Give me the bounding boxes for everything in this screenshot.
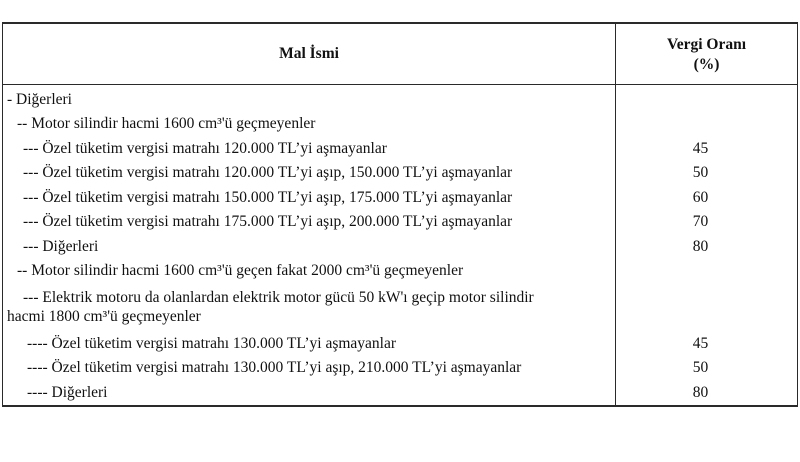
tax-rate-cell: [616, 112, 798, 137]
tax-rate-cell: 80: [616, 234, 798, 259]
goods-name-cell: --- Diğerleri: [3, 234, 616, 259]
goods-name-cell: --- Özel tüketim vergisi matrahı 175.000 TL’yi aşıp, 200.000 TL’yi aşmayanlar: [3, 210, 616, 235]
header-tax-rate-label: Vergi Oranı: [666, 36, 747, 53]
goods-name-cell: ---- Diğerleri: [3, 380, 616, 406]
header-goods-name: [3, 23, 616, 85]
goods-name-cell: -- Motor silindir hacmi 1600 cm³'ü geçmeyenler: [3, 112, 616, 137]
goods-name-line-1: --- Elektrik motoru da olanlardan elektrik motor gücü 50 kW'ı geçip motor silindir: [23, 288, 534, 306]
goods-name-cell: - Diğerleri: [3, 85, 616, 112]
tax-rate-cell: [616, 283, 798, 331]
goods-name-cell: --- Özel tüketim vergisi matrahı 120.000 TL’yi aşıp, 150.000 TL’yi aşmayanlar: [3, 161, 616, 186]
header-tax-rate: [616, 23, 798, 85]
tax-rate-cell: 45: [616, 331, 798, 356]
tax-rate-cell: 50: [616, 161, 798, 186]
tax-rate-cell: 80: [616, 380, 798, 406]
table-header-row: [3, 23, 798, 85]
goods-name-line-2: hacmi 1800 cm³'ü geçmeyenler: [7, 308, 201, 325]
goods-name-cell: ---- Özel tüketim vergisi matrahı 130.000 TL’yi aşmayanlar: [3, 331, 616, 356]
table-row: [3, 283, 798, 331]
table-row: [3, 380, 798, 406]
table-row: [3, 331, 798, 356]
table-row: [3, 259, 798, 284]
tax-rate-cell: 70: [616, 210, 798, 235]
goods-name-cell: ---- Özel tüketim vergisi matrahı 130.000 TL’yi aşıp, 210.000 TL’yi aşmayanlar: [3, 356, 616, 381]
tax-rate-cell: [616, 85, 798, 112]
goods-name-cell: [3, 283, 616, 331]
header-tax-rate-unit: (%): [693, 56, 720, 73]
table-row: [3, 136, 798, 161]
tax-rate-cell: [616, 259, 798, 284]
goods-name-cell: --- Özel tüketim vergisi matrahı 150.000 TL’yi aşıp, 175.000 TL’yi aşmayanlar: [3, 185, 616, 210]
table-row: [3, 185, 798, 210]
table-row: [3, 85, 798, 112]
goods-name-cell: -- Motor silindir hacmi 1600 cm³'ü geçen fakat 2000 cm³'ü geçmeyenler: [3, 259, 616, 284]
table-row: [3, 234, 798, 259]
tax-rate-cell: 60: [616, 185, 798, 210]
table-row: [3, 112, 798, 137]
tax-rate-table: [2, 22, 798, 407]
tax-rate-cell: 45: [616, 136, 798, 161]
table-row: [3, 161, 798, 186]
goods-name-cell: --- Özel tüketim vergisi matrahı 120.000 TL’yi aşmayanlar: [3, 136, 616, 161]
table-row: [3, 210, 798, 235]
header-goods-name-label: Mal İsmi: [279, 45, 339, 62]
tax-rate-cell: 50: [616, 356, 798, 381]
table-row: [3, 356, 798, 381]
